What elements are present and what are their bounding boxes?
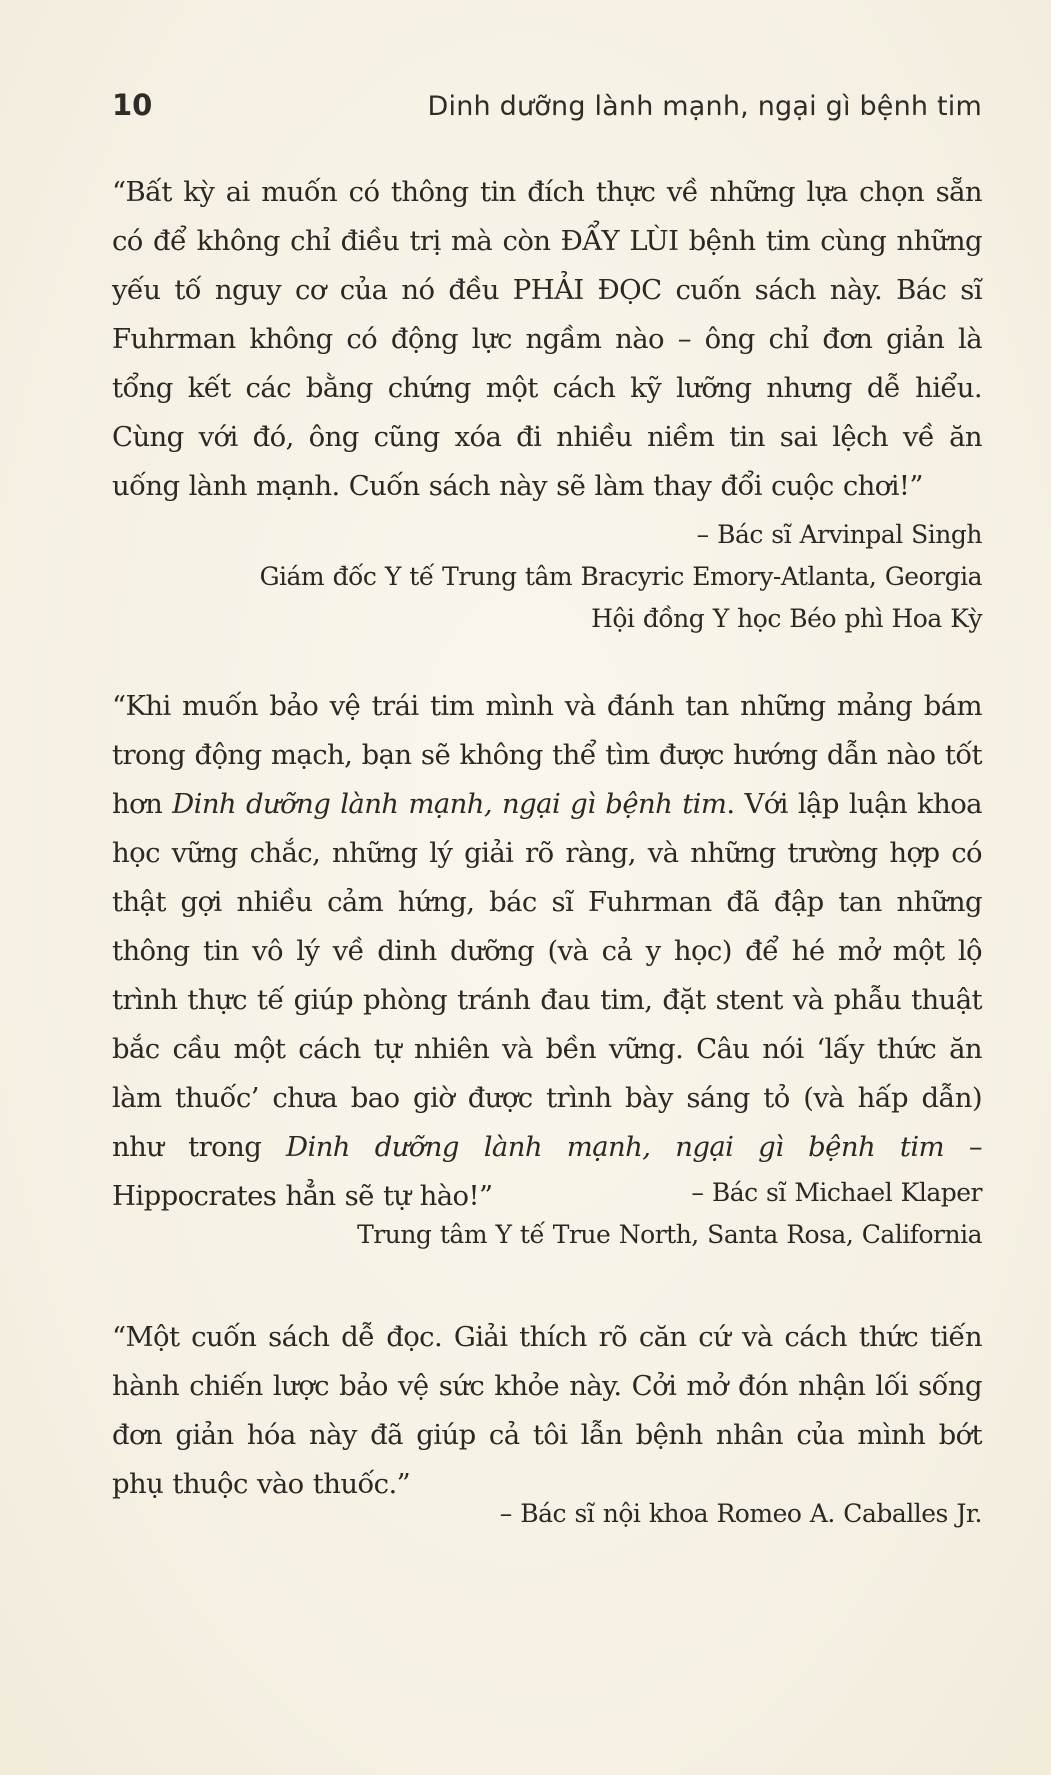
testimonial-2-quote-part-2: . Với lập luận khoa học vững chắc, những lý giải rõ ràng, và những trường hợp có thật gợi nhiều cảm hứng, bác sĩ Fuhrman đã đập tan những thông tin vô lý về dinh dưỡng (và cả y học) để hé mở một lộ trình thực tế giúp phòng tránh đau tim, đặt stent và phẫu thuật bắc cầu một cách tự nhiên và bền vững. Câu nói ‘lấy thức ăn làm thuốc’ chưa bao giờ được trình bày sáng tỏ (và hấp dẫn) như trong bbox=[112, 788, 982, 1163]
testimonial-1-quote: “Bất kỳ ai muốn có thông tin đích thực về những lựa chọn sẵn có để không chỉ điều trị mà còn ĐẨY LÙI bệnh tim cùng những yếu tố nguy cơ của nó đều PHẢI ĐỌC cuốn sách này. Bác sĩ Fuhrman không có động lực ngầm nào – ông chỉ đơn giản là tổng kết các bằng chứng một cách kỹ lưỡng nhưng dễ hiểu. Cùng với đó, ông cũng xóa đi nhiều niềm tin sai lệch về ăn uống lành mạnh. Cuốn sách này sẽ làm thay đổi cuộc chơi!” bbox=[112, 176, 982, 502]
testimonial-1-author: – Bác sĩ Arvinpal Singh bbox=[696, 520, 982, 549]
testimonial-1-affiliation-1: Giám đốc Y tế Trung tâm Bracyric Emory-Atlanta, Georgia bbox=[259, 562, 982, 591]
running-title: Dinh dưỡng lành mạnh, ngại gì bệnh tim bbox=[427, 91, 982, 122]
testimonial-2-book-title-2: Dinh dưỡng lành mạnh, ngại gì bệnh tim bbox=[286, 1131, 945, 1163]
testimonial-3-author: – Bác sĩ nội khoa Romeo A. Caballes Jr. bbox=[499, 1499, 982, 1528]
testimonial-2-quote bbox=[112, 682, 982, 1221]
testimonial-1-affiliation-2: Hội đồng Y học Béo phì Hoa Kỳ bbox=[591, 604, 982, 633]
testimonial-3-attribution bbox=[112, 1493, 982, 1535]
testimonial-2-attribution bbox=[112, 1172, 982, 1256]
testimonial-2-book-title-1: Dinh dưỡng lành mạnh, ngại gì bệnh tim bbox=[172, 788, 727, 820]
page-number: 10 bbox=[112, 88, 153, 122]
testimonial-3-quote: “Một cuốn sách dễ đọc. Giải thích rõ căn cứ và cách thức tiến hành chiến lược bảo vệ sức khỏe này. Cởi mở đón nhận lối sống đơn giản hóa này đã giúp cả tôi lẫn bệnh nhân của mình bớt phụ thuộc vào thuốc.” bbox=[112, 1321, 982, 1500]
running-header bbox=[112, 88, 982, 122]
testimonial-2-quote-part-3: – Hippocrates hẳn sẽ tự hào!” bbox=[112, 1131, 982, 1212]
testimonial-2-author: – Bác sĩ Michael Klaper bbox=[691, 1178, 982, 1207]
testimonial-3 bbox=[112, 1313, 982, 1509]
testimonial-2-affiliation-1: Trung tâm Y tế True North, Santa Rosa, California bbox=[357, 1220, 982, 1249]
testimonial-2 bbox=[112, 682, 982, 1221]
testimonial-1-attribution bbox=[112, 514, 982, 640]
testimonial-2-quote-part-1: “Khi muốn bảo vệ trái tim mình và đánh tan những mảng bám trong động mạch, bạn sẽ không thể tìm được hướng dẫn nào tốt hơn bbox=[112, 690, 982, 820]
testimonial-1 bbox=[112, 168, 982, 511]
